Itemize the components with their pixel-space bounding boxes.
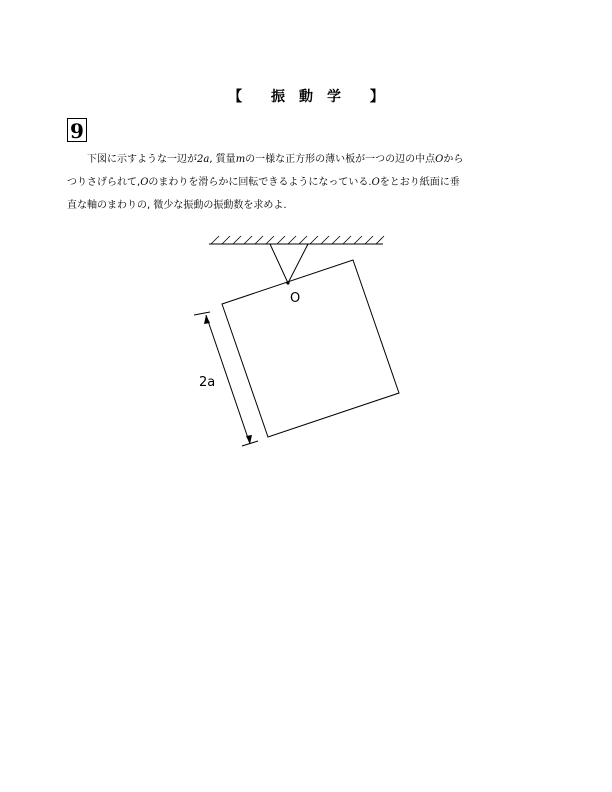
problem-text-segment: 下図に示すような一辺が xyxy=(87,154,197,165)
pivot-label: O xyxy=(290,291,301,306)
problem-text-segment: , 質量 xyxy=(209,154,236,165)
problem-text-segment: の一様な正方形の薄い板が一つの辺の中点 xyxy=(245,154,436,165)
problem-text-segment: のまわりを滑らかに回転できるようになっている. xyxy=(148,177,372,188)
problem-variable: O xyxy=(435,154,444,165)
problem-variable: 2a xyxy=(197,154,210,165)
section-close-bracket: 】 xyxy=(369,89,384,105)
problem-variable: O xyxy=(140,177,149,188)
dimension-arrow-top xyxy=(204,315,210,324)
dimension-tick-top xyxy=(194,312,210,315)
problem-text-segment: をとおり紙面に垂 xyxy=(379,177,460,188)
problem-text-segment: から xyxy=(443,154,464,165)
suspension-string-left xyxy=(270,244,288,283)
section-open-bracket: 【 xyxy=(228,89,243,105)
problem-text-segment: 直な軸のまわりの, 微少な振動の振動数を求めよ. xyxy=(67,200,287,211)
side-length-label: 2a xyxy=(199,375,216,390)
square-plate xyxy=(222,260,399,437)
ceiling-hatching xyxy=(211,236,384,244)
problem-variable: m xyxy=(235,154,246,165)
problem-text-segment: つりさげられて, xyxy=(67,177,141,188)
problem-variable: O xyxy=(371,177,380,188)
problem-number: 9 xyxy=(67,118,87,142)
suspension-string-right xyxy=(288,244,308,283)
section-title-text: 振動学 xyxy=(271,89,355,105)
